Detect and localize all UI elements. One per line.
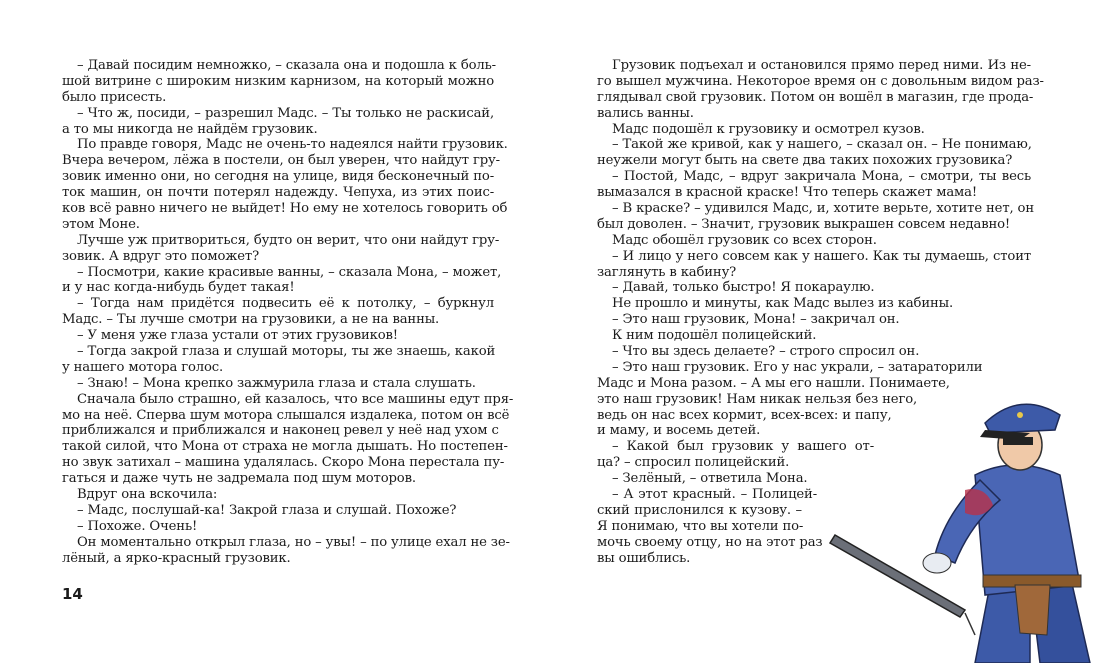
text-line: Не прошло и минуты, как Мадс вылез из кабины.	[612, 296, 954, 312]
text-line: – Зелёный, – ответила Мона.	[612, 471, 808, 487]
text-line: – Это наш грузовик. Его у нас украли, – затараторили	[612, 359, 983, 375]
text-line: – Посмотри, какие красивые ванны, – сказала Мона, – может,	[77, 264, 502, 280]
text-line: – И лицо у него совсем как у нашего. Как ты думаешь, стоит	[612, 248, 1031, 264]
paragraph	[62, 391, 514, 487]
paragraph	[597, 58, 1044, 122]
text-line: гаться и даже чуть не задремала под шум моторов.	[62, 471, 416, 487]
paragraph	[597, 233, 1031, 249]
text-line: зовик именно они, но сегодня на улице, видя бесконечный по-	[62, 169, 494, 185]
text-line: шой витрине с широким низким карнизом, на который можно	[62, 73, 494, 89]
text-line: – Такой же кривой, как у нашего, – сказал он. – Не понимаю,	[612, 137, 1032, 153]
paragraph	[597, 201, 1034, 233]
paragraph	[62, 503, 494, 519]
page-number: 14	[62, 585, 83, 603]
text-line: – Это наш грузовик, Мона! – закричал он.	[612, 312, 900, 328]
text-line: вымазался в красной краске! Что теперь скажет мама!	[597, 185, 978, 201]
paragraph	[62, 106, 494, 138]
text-line: Мадс. – Ты лучше смотри на грузовики, а не на ванны.	[62, 312, 440, 328]
paragraph	[62, 328, 494, 344]
text-line: заглянуть в кабину?	[597, 264, 737, 280]
text-line: вались ванны.	[597, 105, 694, 121]
text-line: но звук затихал – машина удалялась. Скоро Мона перестала пу-	[62, 455, 505, 471]
text-line: – В краске? – удивился Мадс, и, хотите верьте, хотите нет, он	[612, 201, 1034, 217]
text-line: – Мадс, послушай-ка! Закрой глаза и слушай. Похоже?	[77, 502, 457, 518]
policeman-illustration-icon	[815, 385, 1100, 663]
text-line: вы ошиблись.	[597, 550, 691, 566]
paragraph	[597, 312, 1031, 328]
text-line: это наш грузовик! Нам никак нельзя без него,	[597, 391, 918, 407]
paragraph	[597, 249, 1031, 281]
text-line: – Давай, только быстро! Я покараулю.	[612, 280, 875, 296]
text-line: – У меня уже глаза устали от этих грузовиков!	[77, 328, 398, 344]
paragraph	[597, 296, 1031, 312]
text-line: – Какой был грузовик у вашего от-	[612, 439, 874, 455]
text-line: а то мы никогда не найдём грузовик.	[62, 121, 318, 137]
text-line: ца? – спросил полицейский.	[597, 455, 790, 471]
paragraph	[62, 519, 494, 535]
text-line: Мадс подошёл к грузовику и осмотрел кузов.	[612, 121, 925, 137]
paragraph	[597, 280, 1031, 296]
text-line: По правде говоря, Мадс не очень-то надеялся найти грузовик.	[77, 137, 508, 153]
text-line: Он моментально открыл глаза, но – увы! – по улице ехал не зе-	[77, 534, 510, 550]
text-line: – Что вы здесь делаете? – строго спросил он.	[612, 344, 920, 360]
paragraph	[62, 344, 494, 376]
text-line: мочь своему отцу, но на этот раз	[597, 534, 823, 550]
text-line: – Постой, Мадс, – вдруг закричала Мона, – смотри, ты весь	[612, 169, 1031, 185]
text-line: К ним подошёл полицейский.	[612, 328, 817, 344]
paragraph	[62, 487, 494, 503]
paragraph	[62, 232, 500, 265]
text-line: – Давай посидим немножко, – сказала она и подошла к боль-	[77, 58, 496, 73]
text-line: – Что ж, посиди, – разрешил Мадс. – Ты только не раскисай,	[77, 105, 494, 121]
text-line: – Тогда нам придётся подвесить её к потолку, – буркнул	[77, 296, 494, 312]
text-line: ведь он нас всех кормит, всех-всех: и папу,	[597, 407, 892, 423]
text-line: ский прислонился к кузову. –	[597, 502, 802, 518]
text-line: был доволен. – Значит, грузовик выкрашен совсем недавно!	[597, 216, 1011, 232]
text-line: – А этот красный. – Полицей-	[612, 487, 817, 503]
paragraph	[62, 58, 494, 106]
text-line: Мадс обошёл грузовик со всех сторон.	[612, 232, 877, 248]
text-line: Вдруг она вскочила:	[77, 487, 218, 503]
text-line: неужели могут быть на свете два таких похожих грузовика?	[597, 153, 1013, 169]
text-line: глядывал свой грузовик. Потом он вошёл в магазин, где прода-	[597, 89, 1034, 105]
text-line: Лучше уж притвориться, будто он верит, что они найдут гру-	[77, 232, 500, 248]
paragraph	[597, 344, 1031, 360]
text-line: – Похоже. Очень!	[77, 518, 198, 534]
text-line: Сначала было страшно, ей казалось, что все машины едут пря-	[77, 391, 514, 407]
text-line: – Тогда закрой глаза и слушай моторы, ты же знаешь, какой	[77, 344, 496, 360]
text-line: мо на неё. Сперва шум мотора слышался издалека, потом он всё	[62, 407, 510, 423]
paragraph	[597, 169, 1031, 201]
text-line: у нашего мотора голос.	[62, 359, 224, 375]
text-line: и маму, и восемь детей.	[597, 423, 761, 439]
text-line: было присесть.	[62, 89, 167, 105]
paragraph	[62, 137, 508, 232]
text-line: Я понимаю, что вы хотели по-	[597, 518, 804, 534]
left-page-text	[62, 58, 514, 567]
text-line: зовик. А вдруг это поможет?	[62, 248, 259, 264]
paragraph	[62, 376, 494, 392]
paragraph	[62, 296, 494, 328]
text-line: Вчера вечером, лёжа в постели, он был уверен, что найдут гру-	[62, 153, 500, 169]
text-line: ков всё равно ничего не выйдет! Но ему не хотелось говорить об	[62, 201, 508, 217]
text-line: го вышел мужчина. Некоторое время он с довольным видом раз-	[597, 73, 1044, 89]
text-line: и у нас когда-нибудь будет такая!	[62, 280, 295, 296]
text-line: лёный, а ярко-красный грузовик.	[62, 550, 291, 566]
text-line: Грузовик подъехал и остановился прямо перед ними. Из не-	[612, 58, 1031, 73]
paragraph	[597, 328, 1031, 344]
text-line: – Знаю! – Мона крепко зажмурила глаза и стала слушать.	[77, 375, 476, 391]
paragraph	[597, 122, 1031, 138]
text-line: такой силой, что Мона от страха не могла дышать. Но постепен-	[62, 439, 508, 455]
paragraph	[62, 264, 502, 297]
text-line: ток машин, он почти потерял надежду. Чепуха, из этих поис-	[62, 185, 494, 201]
text-line: этом Моне.	[62, 216, 140, 232]
paragraph	[62, 534, 510, 567]
text-line: приближался и приближался и наконец ревел у неё над ухом с	[62, 423, 499, 439]
text-line: Мадс и Мона разом. – А мы его нашли. Понимаете,	[597, 375, 950, 391]
paragraph	[597, 137, 1031, 169]
